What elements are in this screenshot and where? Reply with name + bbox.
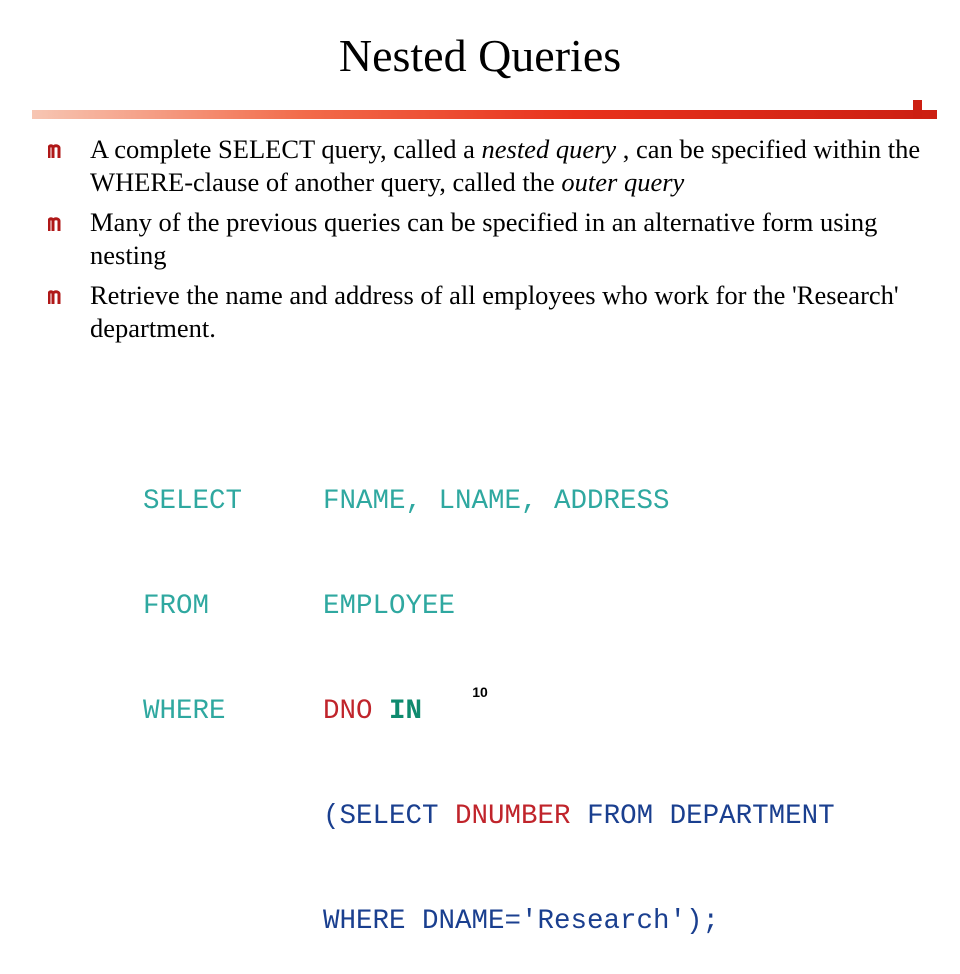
bullet-item-research-example <box>44 279 924 345</box>
sql-subquery-open: (SELECT <box>323 801 456 832</box>
term-outer-query: outer query <box>561 167 685 197</box>
sql-keyword-from: FROM <box>143 591 210 622</box>
slide-title: Nested Queries <box>338 30 622 81</box>
sql-line-subquery-select <box>143 799 835 834</box>
bullet-marker-icon <box>48 143 64 159</box>
sql-keyword-where: WHERE <box>143 696 226 727</box>
bullet-text: A complete SELECT query, called a <box>90 134 482 164</box>
sql-subquery-from: FROM DEPARTMENT <box>570 801 835 832</box>
sql-line-subquery-where <box>143 904 835 939</box>
sql-keyword-select: SELECT <box>143 486 243 517</box>
sql-subquery-column: DNUMBER <box>455 801 571 832</box>
bullet-list <box>44 133 924 352</box>
term-nested-query: nested query <box>481 134 617 164</box>
bullet-item-alternative-form <box>44 206 924 272</box>
bullet-item-nested-query-definition <box>44 133 924 199</box>
sql-line-from <box>143 589 835 624</box>
title-underline-rule <box>32 110 937 119</box>
bullet-text: Many of the previous queries can be specified in an alternative form using nesting <box>90 207 878 270</box>
page-number: 10 <box>472 684 488 700</box>
bullet-text: Retrieve the name and address of all employees who work for the 'Research' department. <box>90 280 899 343</box>
sql-from-table: EMPLOYEE <box>323 591 456 622</box>
sql-select-columns: FNAME, LNAME, ADDRESS <box>323 486 670 517</box>
bullet-marker-icon <box>48 216 64 232</box>
sql-line-select <box>143 484 835 519</box>
bullet-marker-icon <box>48 289 64 305</box>
title-rule-end-tick <box>913 100 922 118</box>
sql-where-column: DNO <box>323 696 373 727</box>
sql-subquery-where: WHERE DNAME='Research'); <box>323 906 720 937</box>
sql-keyword-in: IN <box>389 696 423 727</box>
bullet-text-continued: , can be specified within the WHERE-clause of another query, called the <box>90 134 921 197</box>
